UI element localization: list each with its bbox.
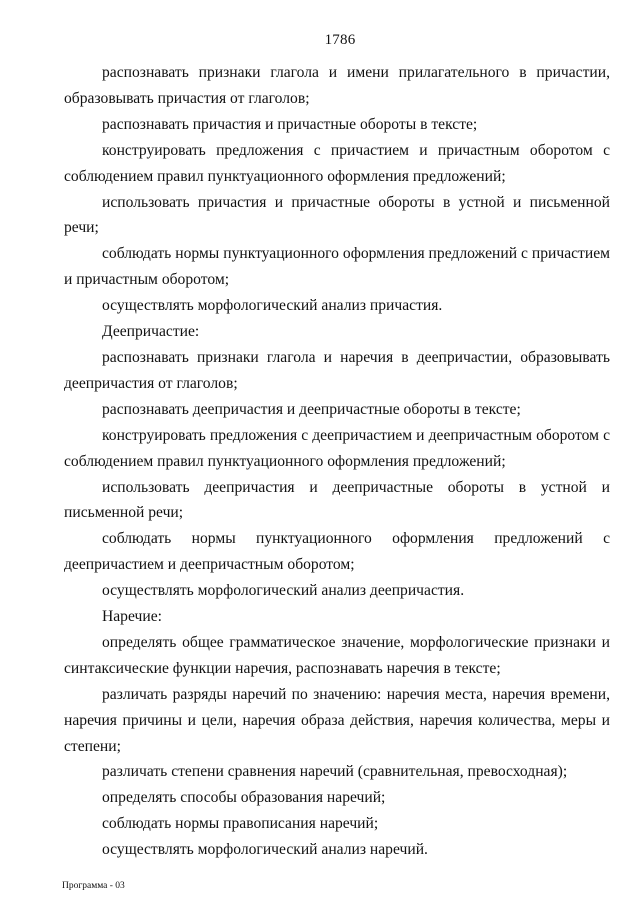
paragraph: распознавать признаки глагола и наречия в деепричастии, образовывать деепричастия от глаголов; bbox=[64, 348, 610, 392]
paragraph: осуществлять морфологический анализ наречий. bbox=[102, 841, 428, 859]
paragraph: соблюдать нормы пунктуационного оформления предложений с причастием и причастным оборотом; bbox=[64, 245, 610, 289]
paragraph: определять общее грамматическое значение, морфологические признаки и синтаксические функции наречия, распознавать наречия в тексте; bbox=[64, 633, 610, 677]
page-number: 1786 bbox=[324, 32, 356, 48]
paragraph: использовать причастия и причастные обороты в устной и письменной речи; bbox=[64, 193, 610, 237]
paragraph: распознавать признаки глагола и имени прилагательного в причастии, образовывать причастия от глаголов; bbox=[64, 64, 610, 107]
paragraph: соблюдать нормы правописания наречий; bbox=[102, 815, 379, 833]
paragraph: конструировать предложения с причастием и причастным оборотом с соблюдением правил пунктуационного оформления предложений; bbox=[64, 141, 610, 185]
document-body bbox=[64, 60, 610, 863]
paragraph: определять способы образования наречий; bbox=[102, 789, 386, 807]
paragraph: осуществлять морфологический анализ причастия. bbox=[102, 297, 443, 315]
paragraph: соблюдать нормы пунктуационного оформления предложений с деепричастием и деепричастным оборотом; bbox=[64, 530, 610, 574]
paragraph: осуществлять морфологический анализ деепричастия. bbox=[102, 582, 465, 600]
section-heading-adverb: Наречие: bbox=[102, 608, 162, 626]
paragraph: использовать деепричастия и деепричастные обороты в устной и письменной речи; bbox=[64, 478, 610, 522]
section-heading-participle-gerund: Деепричастие: bbox=[102, 323, 200, 341]
footer-label: Программа - 03 bbox=[62, 881, 125, 891]
paragraph: различать разряды наречий по значению: наречия места, наречия времени, наречия причины и цели, наречия образа действия, наречия количества, меры и степени; bbox=[64, 685, 610, 755]
paragraph: различать степени сравнения наречий (сравнительная, превосходная); bbox=[102, 763, 568, 781]
paragraph: распознавать причастия и причастные обороты в тексте; bbox=[102, 115, 478, 133]
paragraph: конструировать предложения с деепричастием и деепричастным оборотом с соблюдением правил пунктуационного оформления предложений; bbox=[64, 426, 610, 470]
paragraph: распознавать деепричастия и деепричастные обороты в тексте; bbox=[102, 400, 521, 418]
